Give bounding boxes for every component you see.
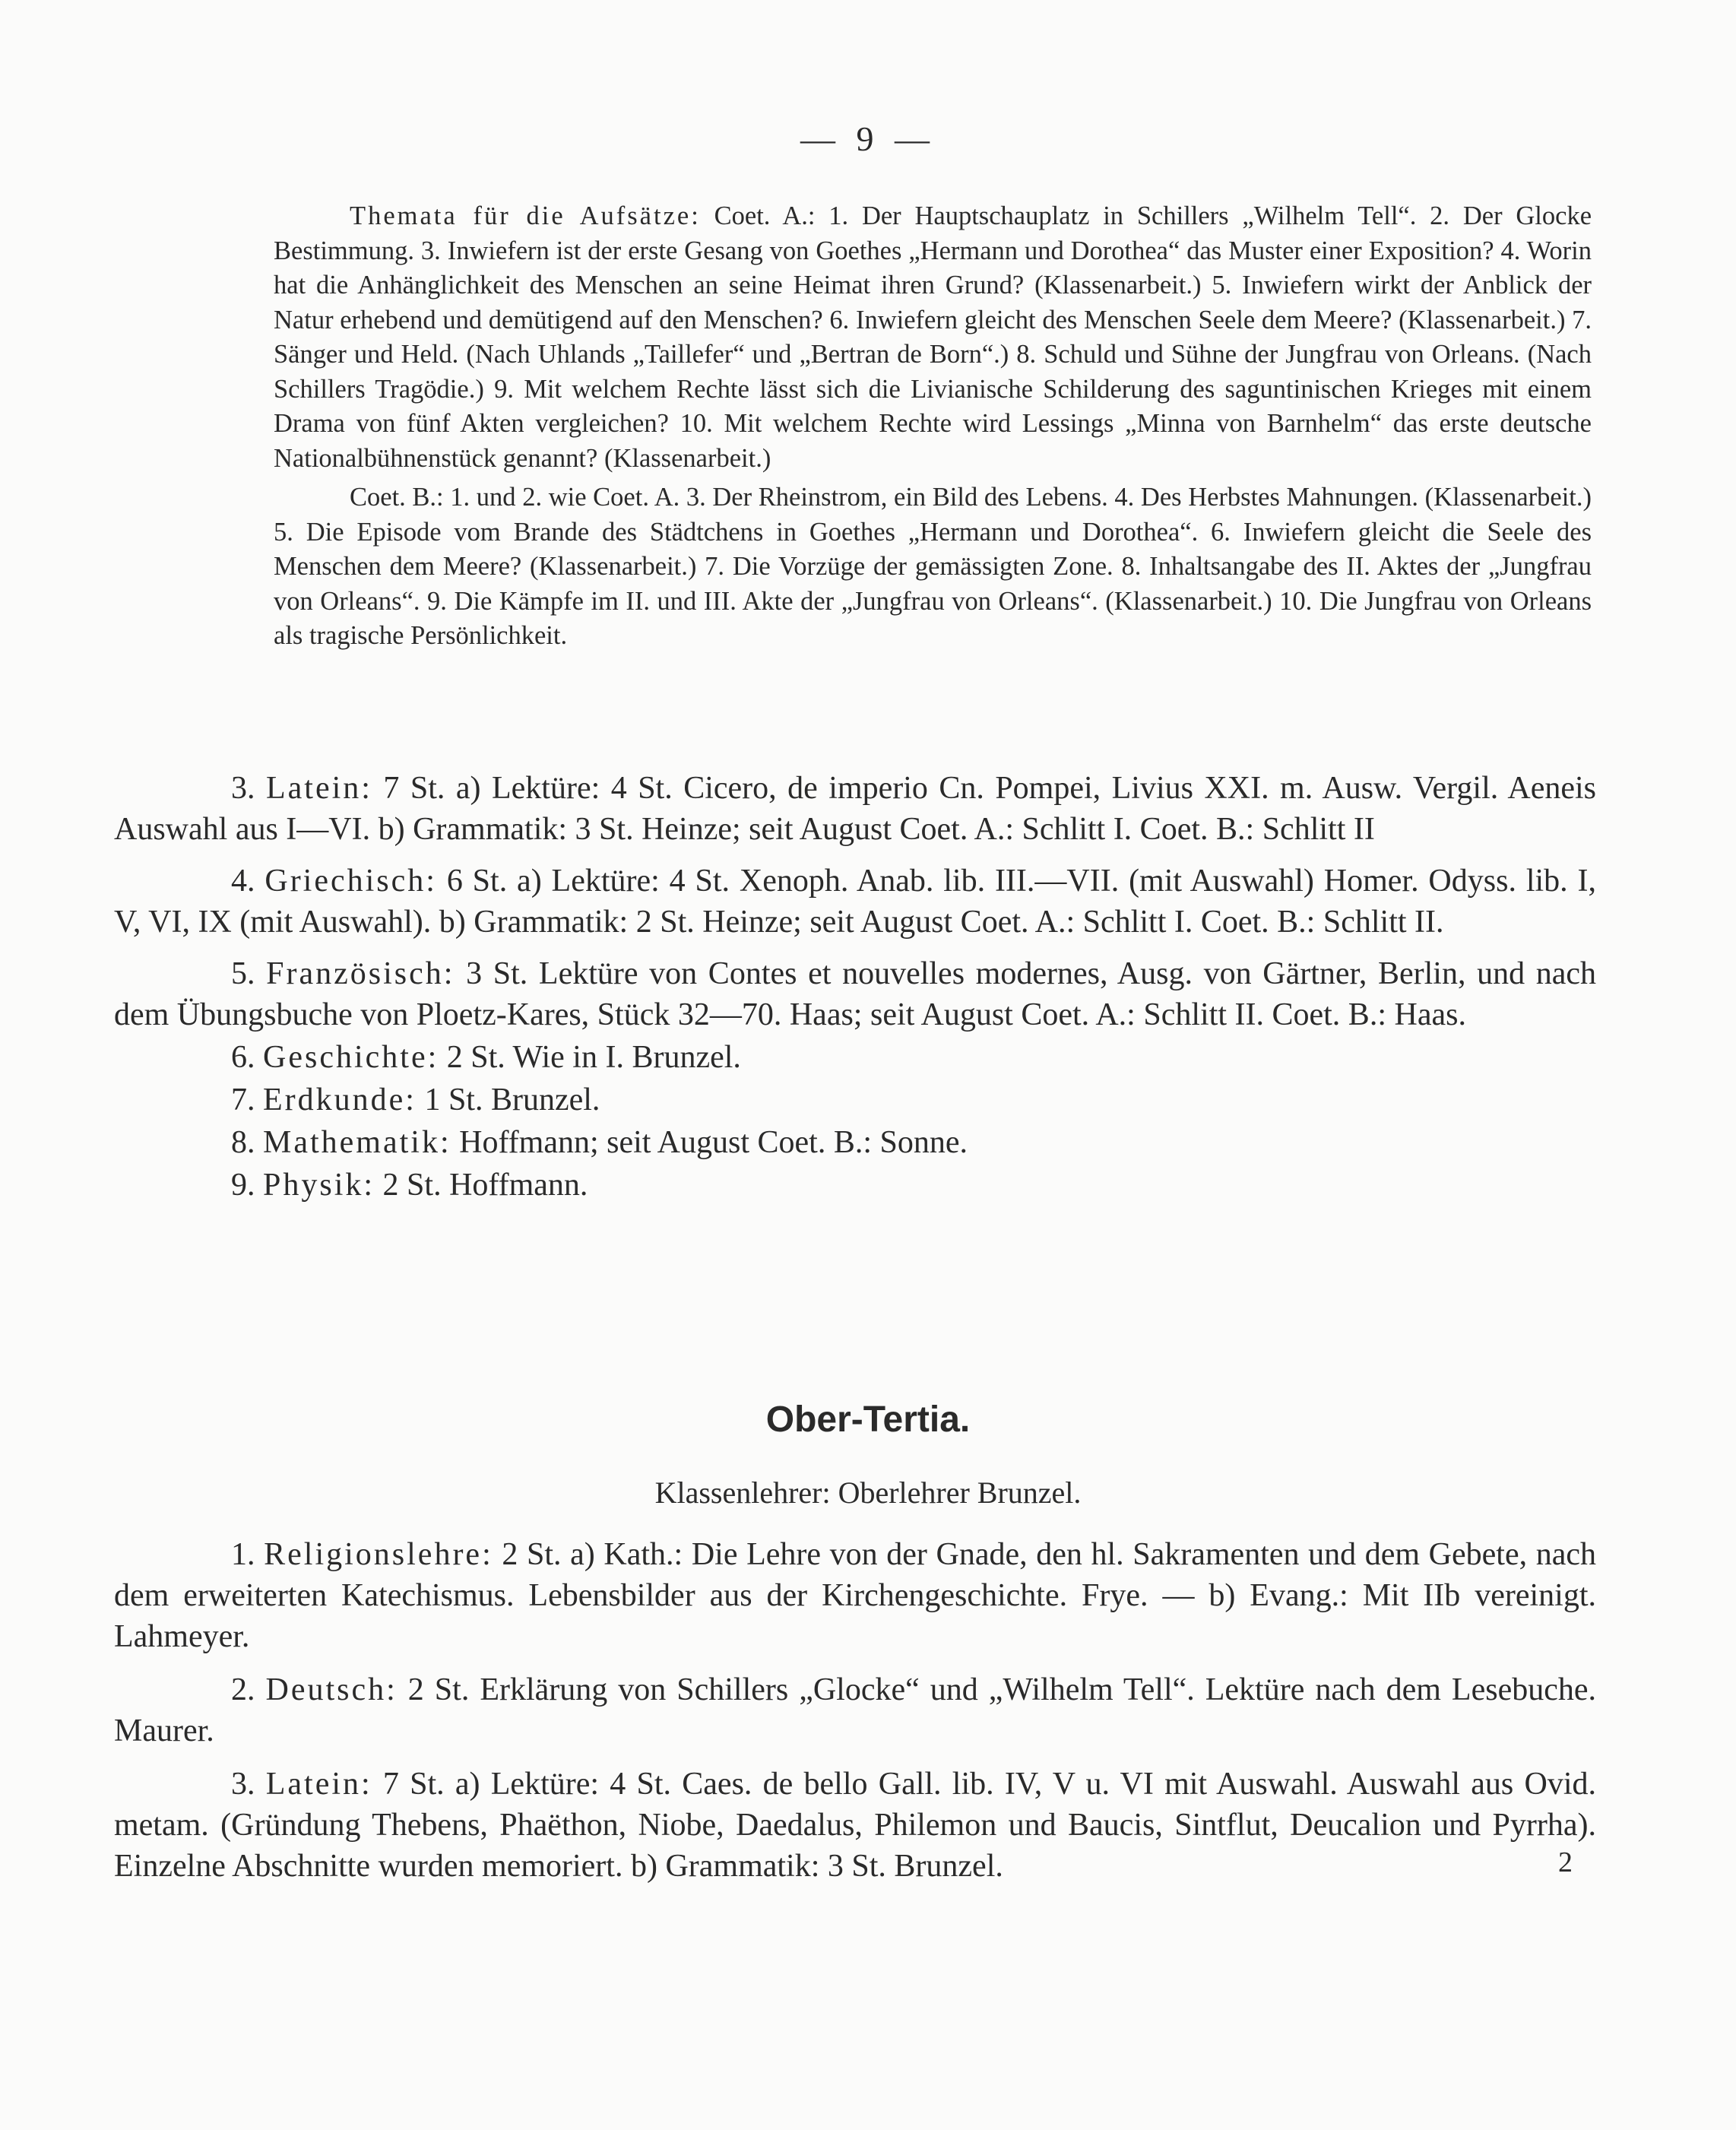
themata-block: [274, 199, 1592, 654]
subject-name: Griechisch:: [265, 864, 437, 899]
subject-name: Mathematik:: [263, 1125, 451, 1160]
subject-erdkunde: [114, 1079, 1596, 1120]
subject-text: 7 St. a) Lektüre: 4 St. Caes. de bello Gall. lib. IV, V u. VI mit Auswahl. Auswahl aus Ovid. metam. (Gründung Thebens, Phaëthon, Niobe, Daedalus, Philemon und Baucis, Sintflut, Deucalion und Pyrrha). Einzelne Abschnitte wurden memoriert. b) Grammatik: 3 St. Brunzel.: [114, 1767, 1596, 1884]
themata-label: Themata für die Aufsätze:: [350, 201, 701, 230]
subject-text: 2 St. Erklärung von Schillers „Glocke“ und „Wilhelm Tell“. Lektüre nach dem Lesebuche. Maurer.: [114, 1672, 1596, 1748]
subject-text: 2 St. a) Kath.: Die Lehre von der Gnade, den hl. Sakramenten und dem Gebete, nach dem erweiterten Katechismus. Lebensbilder aus der Kirchengeschichte. Frye. — b) Evang.: Mit IIb vereinigt. Lahmeyer.: [114, 1537, 1597, 1654]
page-number: — 9 —: [800, 119, 936, 158]
subject-text: 2 St. Wie in I. Brunzel.: [446, 1040, 741, 1075]
subject-number: 1.: [231, 1537, 255, 1572]
subjects-lower: [114, 1534, 1596, 1887]
subject-griechisch: [114, 861, 1596, 943]
subject-text: Hoffmann; seit August Coet. B.: Sonne.: [459, 1125, 968, 1160]
subject-mathematik: [114, 1122, 1596, 1163]
subject-religionslehre: [114, 1534, 1596, 1657]
subject-name: Erdkunde:: [263, 1082, 417, 1117]
subject-name: Deutsch:: [265, 1672, 398, 1707]
subject-number: 9.: [231, 1168, 255, 1203]
subject-latein: [114, 768, 1596, 850]
signature-mark: 2: [1558, 1846, 1573, 1878]
subject-deutsch: [114, 1669, 1596, 1751]
subject-number: 5.: [231, 956, 255, 991]
subject-geschichte: [114, 1037, 1596, 1078]
subject-name: Religionslehre:: [264, 1537, 493, 1572]
subject-text: 2 St. Hoffmann.: [382, 1168, 588, 1203]
themata-coet-a: [274, 199, 1592, 476]
subject-number: 7.: [231, 1082, 255, 1117]
themata-coet-b: Coet. B.: 1. und 2. wie Coet. A. 3. Der Rheinstrom, ein Bild des Lebens. 4. Des Herbstes Mahnungen. (Klassenarbeit.) 5. Die Episode vom Brande des Städtchens in Goethes „Hermann und Dorothea“. 6. Inwiefern gleicht die Seele des Menschen dem Meere? (Klassenarbeit.) 7. Die Vorzüge der gemässigten Zone. 8. Inhaltsangabe des II. Aktes der „Jungfrau von Orleans“. 9. Die Kämpfe im II. und III. Akte der „Jungfrau von Orleans“. (Klassenarbeit.) 10. Die Jungfrau von Orleans als tragische Persönlichkeit.: [274, 483, 1592, 650]
section-title: Ober-Tertia.: [765, 1399, 971, 1440]
subject-name: Geschichte:: [263, 1040, 439, 1075]
subject-physik: [114, 1165, 1596, 1206]
subject-franzoesisch: [114, 953, 1596, 1035]
subject-text: 7 St. a) Lektüre: 4 St. Cicero, de imperio Cn. Pompei, Livius XXI. m. Ausw. Vergil. Aeneis Auswahl aus I—VI. b) Grammatik: 3 St. Heinze; seit August Coet. A.: Schlitt I. Coet. B.: Schlitt II: [114, 771, 1597, 847]
subject-number: 2.: [231, 1672, 255, 1707]
subject-name: Französisch:: [266, 956, 455, 991]
subject-name: Latein:: [265, 771, 372, 806]
subject-latein-tertia: [114, 1764, 1596, 1887]
subject-text: 3 St. Lektüre von Contes et nouvelles modernes, Ausg. von Gärtner, Berlin, und nach dem Übungsbuche von Ploetz-Kares, Stück 32—70. Haas; seit August Coet. A.: Schlitt II. Coet. B.: Haas.: [114, 956, 1597, 1032]
subject-number: 3.: [231, 1767, 255, 1802]
subject-name: Physik:: [263, 1168, 375, 1203]
subject-text: 6 St. a) Lektüre: 4 St. Xenoph. Anab. lib. III.—VII. (mit Auswahl) Homer. Odyss. lib. I, V, VI, IX (mit Auswahl). b) Grammatik: 2 St. Heinze; seit August Coet. A.: Schlitt I. Coet. B.: Schlitt II.: [114, 864, 1596, 940]
subject-number: 6.: [231, 1040, 255, 1075]
class-teacher: Klassenlehrer: Oberlehrer Brunzel.: [654, 1475, 1082, 1510]
subject-number: 3.: [231, 771, 255, 806]
subject-number: 4.: [231, 864, 255, 899]
subject-name: Latein:: [265, 1767, 372, 1802]
subject-text: 1 St. Brunzel.: [424, 1082, 600, 1117]
subject-number: 8.: [231, 1125, 255, 1160]
themata-coet-a-text: Coet. A.: 1. Der Hauptschauplatz in Schillers „Wilhelm Tell“. 2. Der Glocke Bestimmung. 3. Inwiefern ist der erste Gesang von Goethes „Hermann und Dorothea“ das Muster einer Exposition? 4. Worin hat die Anhänglichkeit des Menschen an seine Heimat ihren Grund? (Klassenarbeit.) 5. Inwiefern wirkt der Anblick der Natur erhebend und demütigend auf den Menschen? 6. Inwiefern gleicht des Menschen Seele dem Meere? (Klassenarbeit.) 7. Sänger und Held. (Nach Uhlands „Taillefer“ und „Bertran de Born“.) 8. Schuld und Sühne der Jungfrau von Orleans. (Nach Schillers Tragödie.) 9. Mit welchem Rechte lässt sich die Livianische Schilderung des saguntinischen Krieges mit einem Drama von fünf Akten vergleichen? 10. Mit welchem Rechte wird Lessings „Minna von Barnhelm“ das erste deutsche Nationalbühnenstück genannt? (Klassenarbeit.): [274, 201, 1592, 473]
subjects-upper: [114, 768, 1596, 1206]
